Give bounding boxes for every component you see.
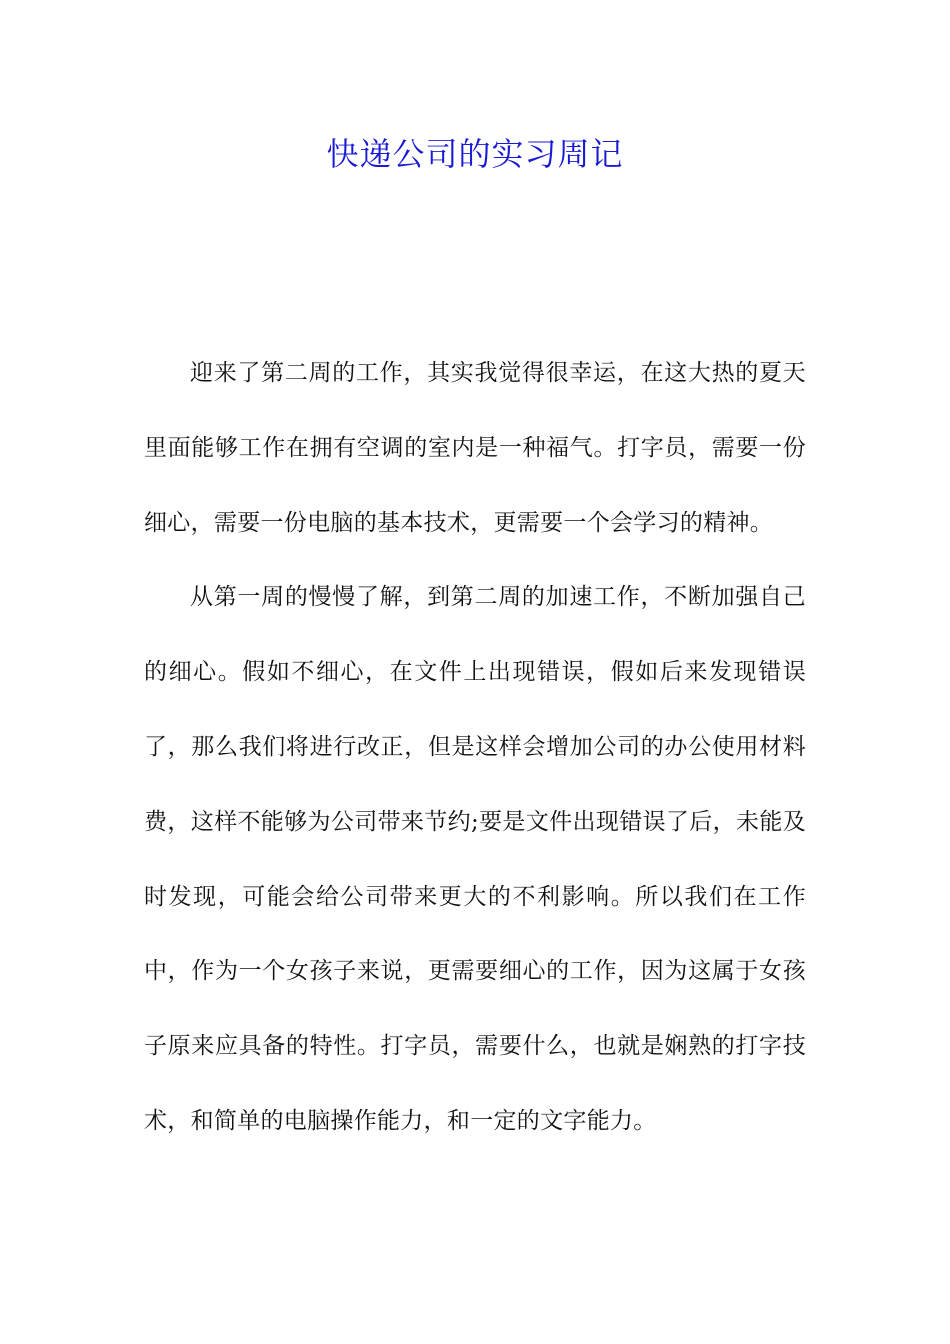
paragraph-1: 迎来了第二周的工作，其实我觉得很幸运，在这大热的夏天里面能够工作在拥有空调的室内是一种福气。打字员，需要一份细心，需要一份电脑的基本技术，更需要一个会学习的精神。 [144, 360, 806, 536]
paragraph-2: 从第一周的慢慢了解，到第二周的加速工作，不断加强自己的细心。假如不细心，在文件上出现错误，假如后来发现错误了，那么我们将进行改正，但是这样会增加公司的办公使用材料费，这样不能够为公司带来节约;要是文件出现错误了后，未能及时发现，可能会给公司带来更大的不利影响。所以我们在工作中，作为一个女孩子来说，更需要细心的工作，因为这属于女孩子原来应具备的特性。打字员，需要什么，也就是娴熟的打字技术，和简单的电脑操作能力，和一定的文字能力。 [144, 584, 806, 1134]
document-title: 快递公司的实习周记 [326, 135, 624, 173]
document-body [144, 336, 806, 1159]
